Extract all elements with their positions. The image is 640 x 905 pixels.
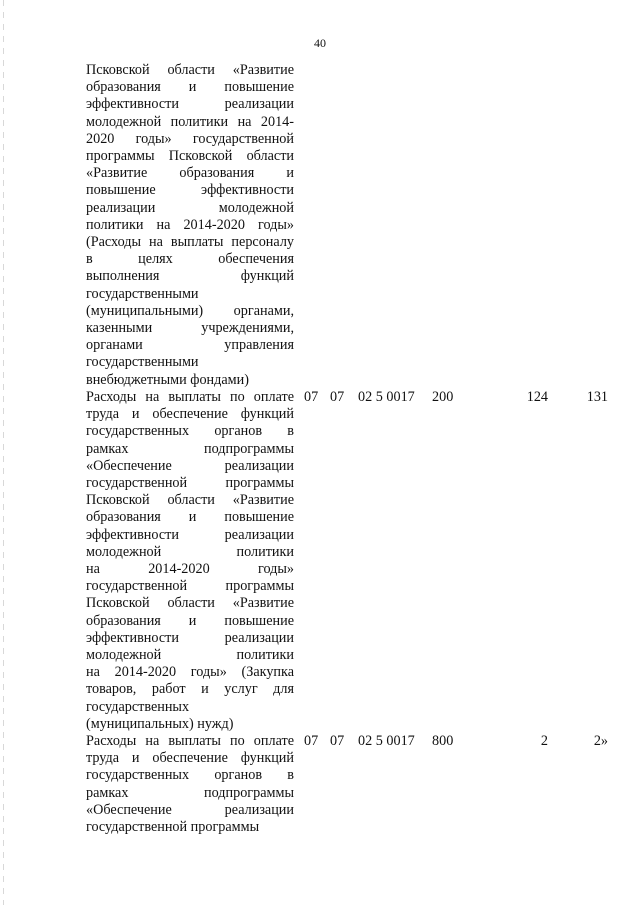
target-article-code: 02 5 0017 [358, 389, 415, 405]
amount-year-1: 2 [540, 733, 548, 749]
section-code: 07 [304, 389, 319, 405]
description-line: государственной программы [86, 475, 294, 492]
description-line: эффективности реализации [86, 629, 294, 646]
subsection-code: 07 [330, 389, 345, 405]
description-line: товаров, работ и услуг для [86, 681, 294, 698]
description-line: казенными учреждениями, [86, 320, 294, 337]
description-line: (муниципальных) нужд) [86, 715, 234, 732]
description-line: программы Псковской области [86, 148, 294, 165]
description-line: на 2014-2020 годы» (Закупка [86, 664, 294, 681]
description-line: органами управления [86, 337, 294, 354]
description-line: труда и обеспечение функций [86, 406, 294, 423]
description-line: Псковской области «Развитие [86, 62, 294, 78]
description-line: «Обеспечение реализации [86, 457, 294, 474]
description-line: рамках подпрограммы [86, 440, 294, 457]
description-line: государственными [86, 285, 199, 302]
description-line: (Расходы на выплаты персоналу [86, 234, 294, 251]
page-number: 40 [314, 36, 326, 50]
description-line: государственной программы [86, 819, 260, 836]
description-line: внебюджетными фондами) [86, 371, 249, 388]
target-article-code: 02 5 0017 [358, 733, 415, 749]
description-line: эффективности реализации [86, 96, 294, 113]
description-line: «Обеспечение реализации [86, 801, 294, 818]
row-description [86, 733, 294, 836]
description-line: молодежной политики [86, 647, 294, 664]
description-line: труда и обеспечение функций [86, 750, 294, 767]
row-description [86, 389, 294, 733]
description-line: рамках подпрограммы [86, 784, 294, 801]
description-line: реализации молодежной [86, 199, 294, 216]
description-line: (муниципальными) органами, [86, 302, 294, 319]
scan-edge-line [3, 0, 4, 905]
description-line: 2020 годы» государственной [86, 130, 294, 147]
description-line: молодежной политики [86, 543, 294, 560]
description-line: Псковской области «Развитие [86, 595, 294, 612]
description-line: на 2014-2020 годы» [86, 561, 294, 578]
description-line: государственной программы [86, 578, 294, 595]
description-line: государственных органов в [86, 423, 294, 440]
description-line: Псковской области «Развитие [86, 492, 294, 509]
row-description [86, 62, 294, 389]
description-line: образования и повышение [86, 509, 294, 526]
amount-year-1: 124 [526, 389, 548, 405]
amount-year-2: 2» [593, 733, 608, 749]
description-line: образования и повышение [86, 612, 294, 629]
description-line: образования и повышение [86, 79, 294, 96]
description-line: Расходы на выплаты по оплате [86, 733, 294, 749]
description-line: государственных [86, 698, 190, 715]
description-line: политики на 2014-2020 годы» [86, 216, 294, 233]
description-line: Расходы на выплаты по оплате [86, 389, 294, 405]
description-line: молодежной политики на 2014- [86, 113, 294, 130]
description-line: эффективности реализации [86, 526, 294, 543]
description-line: выполнения функций [86, 268, 294, 285]
amount-year-2: 131 [586, 389, 608, 405]
description-line: государственными [86, 354, 199, 371]
subsection-code: 07 [330, 733, 345, 749]
description-line: в целях обеспечения [86, 251, 294, 268]
expense-type-code: 800 [432, 733, 454, 749]
description-line: «Развитие образования и [86, 165, 294, 182]
section-code: 07 [304, 733, 319, 749]
description-line: государственных органов в [86, 767, 294, 784]
expense-type-code: 200 [432, 389, 454, 405]
description-line: повышение эффективности [86, 182, 294, 199]
